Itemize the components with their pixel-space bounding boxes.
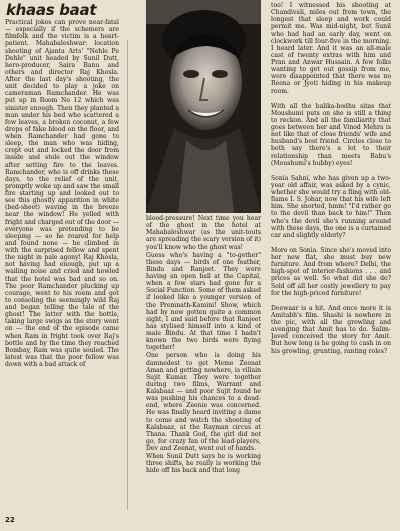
column-2 bbox=[146, 215, 261, 527]
paragraph: too! I witnessed his shooting at Chandivali, miles out from town, the longest that sleep and work could permit me. Was mid-night, but Sunil who had had an early day, went on clockwork till four-five in the morning. I heard later. And it was an all-male cast of twenty extras with him and Pran and Anwar Hussain. A few folks wanting to get out gossip from me, were disappointed that there was no Reena or Jyoti hiding in his makeup room. bbox=[271, 2, 391, 95]
column-masthead: khaas baat bbox=[6, 1, 97, 19]
paragraph: blood-pressure! Next time you hear of the ghost in the hotel at Mahabaleshwar (as the unit-touts are spreading the scary version of it) you'll know who the ghost was! bbox=[146, 215, 261, 251]
paragraph: One person who is doing his damnedest to get Meme Zeenat Aman and getting nowhere, is villain Sujit Kumar. They were together during two films, Warrant and Kalabaaz — and poor Sujit found he was pushing his chances to a dead-end, where Zeenie was concerned. He was finally heard inviting a dame to come and watch the shooting of Kalabaaz, at the Rayman circus at Thana. Thank God, the girl did not go, for crazy fan of the lead-players, Dev and Zeenat, went out of hands. bbox=[146, 352, 261, 452]
paragraph: More on Sonia. Since she's moved into her new flat, she must buy new furniture. And from where? Delhi, the high-spot of interior-fashions . . . and prices as well. So what did she do? Sold off all her costly jewellery to pay for the high-priced furniture! bbox=[271, 246, 391, 297]
paragraph: With all the balika-bodhu sitas that Moushumi puts on she is still a thing to reckon. And all the familiarity that goes between her and Vinod Mehra is not like that of close friends' wife and husband's best friend. Circles close to both say there's a lot to their relationship than meets Babu's (Moushumi's hubby) eyes! bbox=[271, 102, 391, 167]
column-1-text: Practical jokes can prove near-fatal — especially if the schemers are filmfolk and the victim is a heart-patient. Mahabaleshwar: location shooting of Ajanta Arts' "Nehle Pe Dehle" unit headed by Sunil Dutt, hero-producer, Saira Banu and others and director Raj Khosla. After the last day's shooting, the unit decided to play a joke on cameraman Ramchander. He was put up in Room No 12 which was sinister enough. Then they planted a man under his bed who scattered a few leaves, a broken coconut, a few drops of fake blood on the floor, and when Ramchander had gone to sleep, the man who was hiding, crept out and locked the door from inside and stole out the window after setting fire to the leaves. Ramchander, who is off drinks these days, to the relief of the unit, promptly woke up and saw the small fire starting up and looked out to see this ghostly apparition in white (bed-sheet) waving in the breeze near the window! He yelled with fright and charged out of the door — everyone was pretending to be sleeping — so he roared for help and found none — he climbed in with the surprised fellow and spent the night in pale agony! Raj Khosla, not having had enough, put up a wailing noise and cried and howled that the hotel was bad and so on. The poor Ramchander plucking up courage, went to his room and got to consoling the seemingly wild Raj and began telling the tale of the ghost! The latter with the bottle, taking large swigs as the story went on — the end of the episode came when Ram in fright took over Raj's bottle and by the time they reached Bombay, Ram was quite souled. The latest was that the poor fellow was down with a bad attack of bbox=[5, 19, 119, 368]
paragraph: Deewaar is a hit. And once more it is Amitabh's film. Shashi is nowhere in the pic, with all the growling and avenging that Amit has to do. Salim-Javed conceived the story for Amit. But how long is he going to cash in on his growling, grunting, ranting roles? bbox=[271, 304, 391, 355]
paragraph: When Sunil Dutt says he is working three shifts, he really is working the hide off his back and that long bbox=[146, 453, 261, 475]
column-divider bbox=[127, 40, 128, 510]
paragraph: Guess who's having a "to-gether" these days — birds of one feather, Bindu and Ranjeet. They were having an open ball at the Capital, when a few stars had gone for a Social Function. Some of them asked if looked like a younger version of the Premnath-Kamini! Show, which had by now gotten quite a common sight, I and said before that Ranjeet has stylised himself into a kind of male Bindu. At that time I hadn't known the two birds were flying together! bbox=[146, 251, 261, 352]
page-number: 22 bbox=[5, 516, 15, 524]
celebrity-photo bbox=[146, 0, 261, 213]
portrait-image bbox=[146, 0, 261, 213]
paragraph: Sonia Sahni, who has given up a two-year old affair, was asked by a cynic, whether she would try a fling with old-flame I. S. Johar, now that his wife left him. She snorted, hmm! "I'd rather go to the devil than back to him!" Then who's the devil she's running around with these days, the one is a curtained car and slightly elderly? bbox=[271, 174, 391, 239]
column-1 bbox=[5, 19, 119, 527]
column-3 bbox=[271, 2, 391, 527]
